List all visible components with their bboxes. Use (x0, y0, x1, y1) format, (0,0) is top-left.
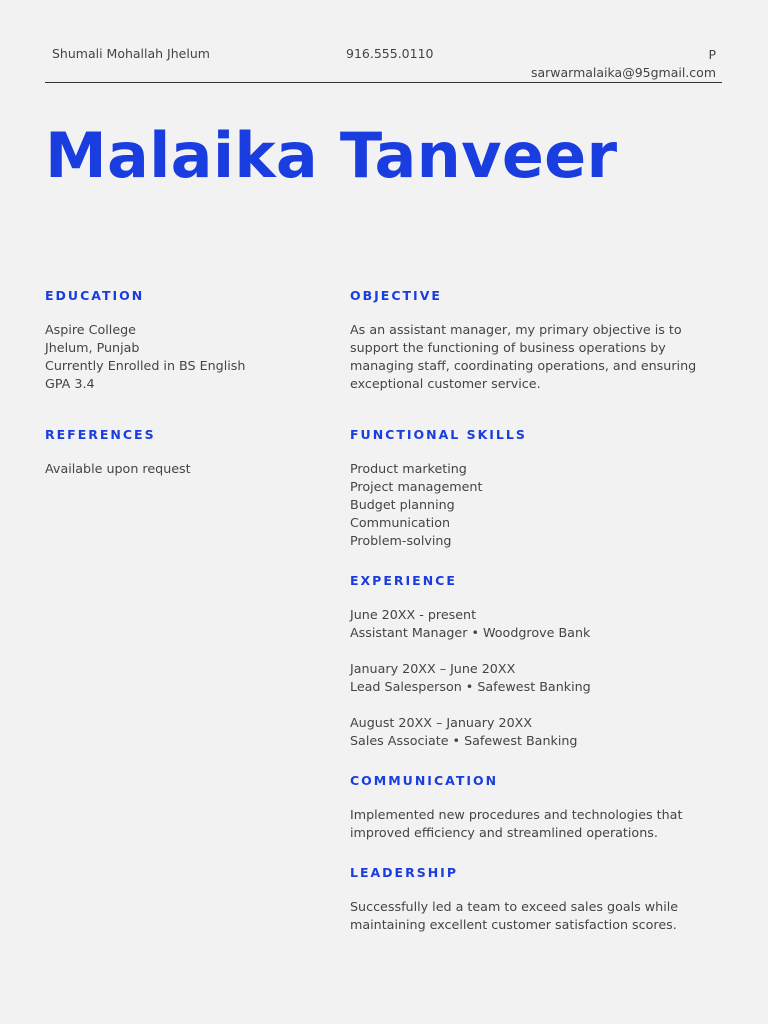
experience-title: EXPERIENCE (350, 573, 457, 588)
objective-section (350, 288, 720, 393)
address-text: Shumali Mohallah Jhelum (52, 46, 210, 61)
skill-item: Communication (350, 515, 451, 530)
leadership-line: Successfully led a team to exceed sales goals while (350, 899, 679, 914)
education-line: Aspire College (45, 322, 136, 337)
right-column (350, 288, 720, 934)
education-section (45, 288, 315, 393)
communication-title: COMMUNICATION (350, 773, 499, 788)
email-prefix: P (708, 47, 716, 62)
experience-entry (350, 606, 720, 642)
objective-line: support the functioning of business operations by (350, 340, 666, 355)
left-column (45, 288, 315, 478)
skills-list (350, 460, 720, 550)
education-lines (45, 321, 315, 393)
experience-role: Lead Salesperson • Safewest Banking (350, 679, 591, 694)
objective-line: As an assistant manager, my primary objective is to (350, 322, 682, 337)
leadership-title: LEADERSHIP (350, 865, 458, 880)
education-line: Currently Enrolled in BS English (45, 358, 246, 373)
email-block (531, 46, 716, 82)
experience-entry (350, 714, 720, 750)
objective-title: OBJECTIVE (350, 288, 442, 303)
experience-list (350, 606, 720, 750)
skill-item: Budget planning (350, 497, 455, 512)
references-text: Available upon request (45, 461, 191, 476)
email-text: sarwarmalaika@95gmail.com (530, 65, 716, 80)
objective-line: exceptional customer service. (350, 376, 541, 391)
leadership-text (350, 898, 720, 934)
experience-role: Assistant Manager • Woodgrove Bank (350, 625, 591, 640)
skill-item: Product marketing (350, 461, 467, 476)
functional-skills-title: FUNCTIONAL SKILLS (350, 427, 527, 442)
skill-item: Project management (350, 479, 483, 494)
experience-role: Sales Associate • Safewest Banking (350, 733, 578, 748)
communication-line: improved efficiency and streamlined operations. (350, 825, 658, 840)
skill-item: Problem-solving (350, 533, 452, 548)
references-section (45, 427, 315, 478)
communication-text (350, 806, 720, 842)
communication-line: Implemented new procedures and technologies that (350, 807, 683, 822)
objective-text (350, 321, 720, 393)
experience-entry (350, 660, 720, 696)
education-title: EDUCATION (45, 288, 145, 303)
references-title: REFERENCES (45, 427, 156, 442)
communication-section (350, 773, 720, 842)
candidate-name: Malaika Tanveer (45, 119, 618, 192)
objective-line: managing staff, coordinating operations, and ensuring (350, 358, 697, 373)
education-line: Jhelum, Punjab (45, 340, 140, 355)
leadership-section (350, 865, 720, 934)
contact-header (45, 44, 722, 83)
education-line: GPA 3.4 (45, 376, 95, 391)
functional-skills-section (350, 427, 720, 550)
experience-dates: August 20XX – January 20XX (350, 715, 533, 730)
experience-section (350, 573, 720, 750)
leadership-line: maintaining excellent customer satisfaction scores. (350, 917, 677, 932)
experience-dates: June 20XX - present (350, 607, 477, 622)
experience-dates: January 20XX – June 20XX (350, 661, 516, 676)
phone-text: 916.555.0110 (346, 46, 434, 61)
